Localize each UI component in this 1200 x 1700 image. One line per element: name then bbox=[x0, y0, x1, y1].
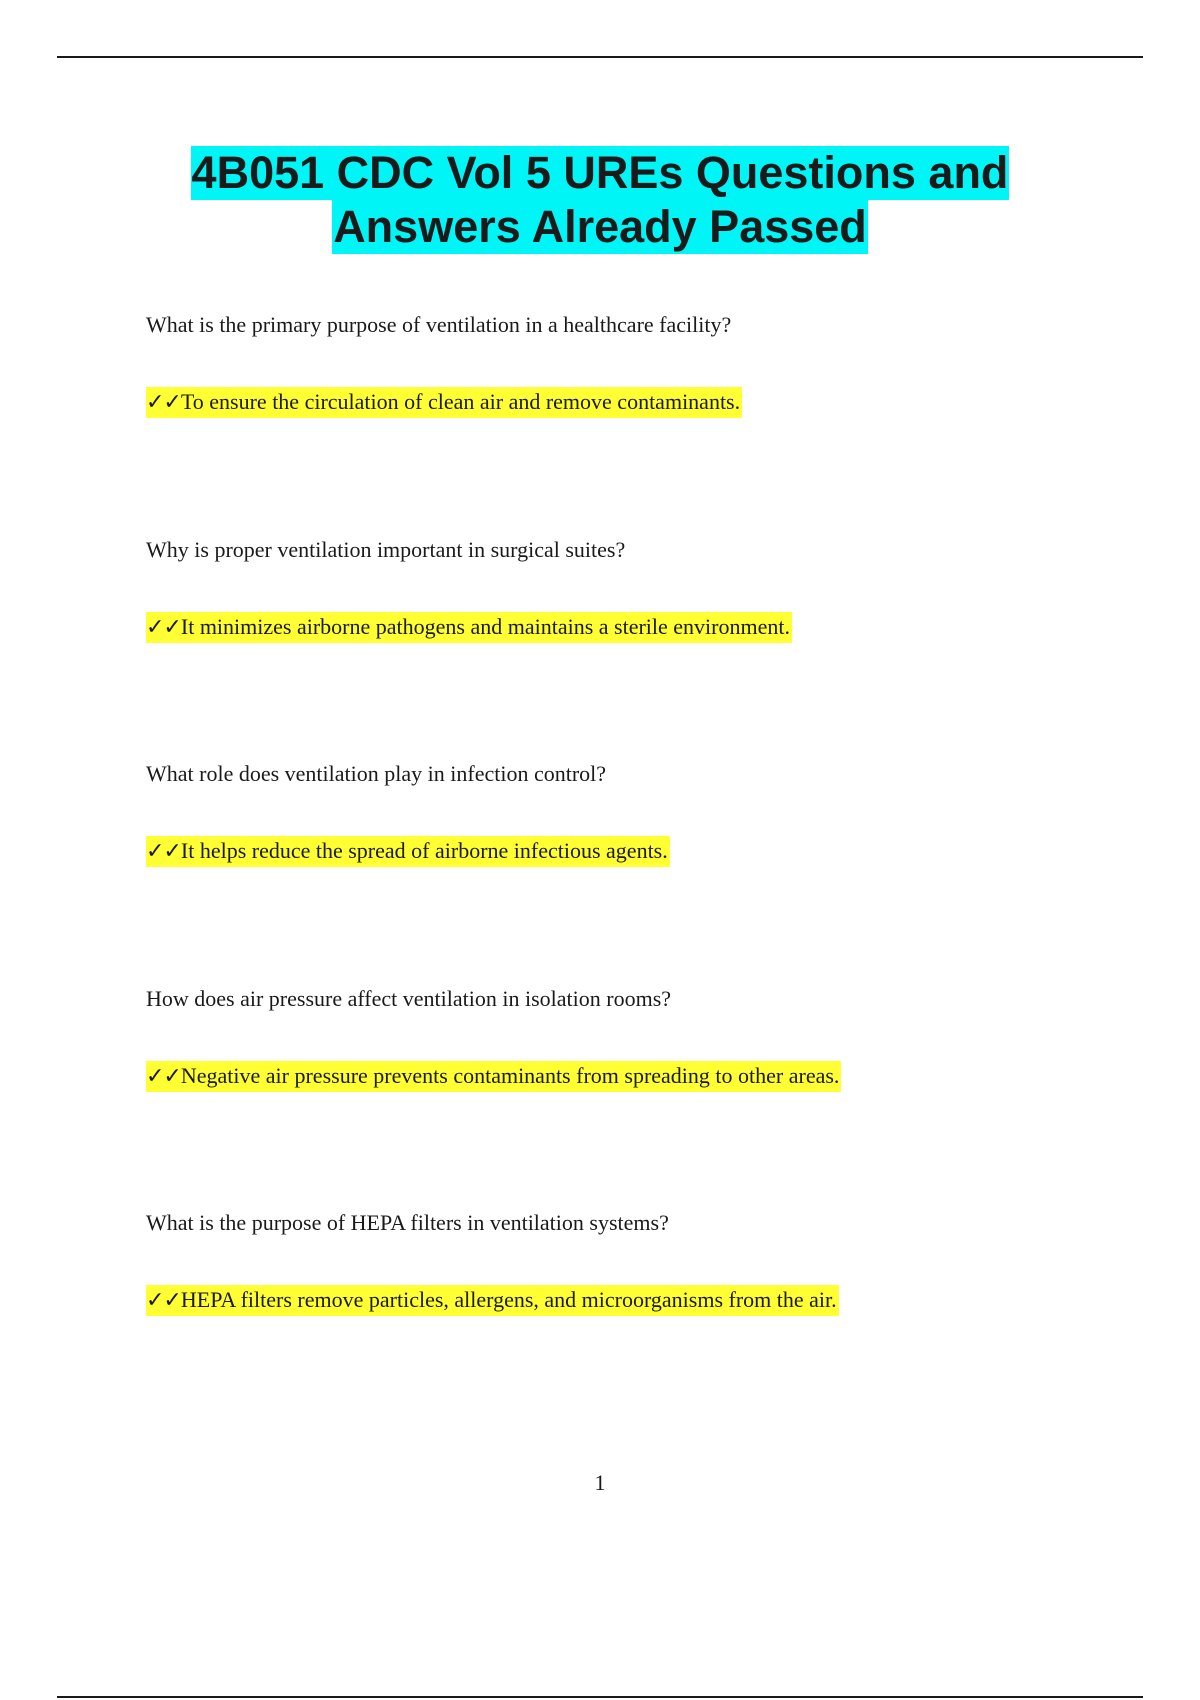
check-mark-icon: ✓✓ bbox=[146, 390, 181, 415]
check-mark-icon: ✓✓ bbox=[146, 1288, 181, 1313]
answer-text-4: Negative air pressure prevents contaminants from spreading to other areas. bbox=[180, 1063, 840, 1088]
answer-5 bbox=[146, 1285, 839, 1316]
question-3: What role does ventilation play in infection control? bbox=[146, 761, 607, 786]
check-mark-icon: ✓✓ bbox=[146, 615, 181, 640]
check-mark-icon: ✓✓ bbox=[146, 1064, 181, 1089]
answer-4 bbox=[146, 1061, 841, 1092]
answer-text-5: HEPA filters remove particles, allergens, and microorganisms from the air. bbox=[180, 1287, 837, 1312]
top-rule bbox=[57, 56, 1143, 58]
question-2: Why is proper ventilation important in surgical suites? bbox=[146, 537, 626, 562]
check-mark-icon: ✓✓ bbox=[146, 839, 181, 864]
title-line-1: 4B051 CDC Vol 5 UREs Questions and bbox=[191, 147, 1009, 198]
document-title bbox=[0, 146, 1200, 254]
answer-3 bbox=[146, 836, 670, 867]
title-line-2: Answers Already Passed bbox=[333, 201, 867, 252]
answer-text-2: It minimizes airborne pathogens and maintains a sterile environment. bbox=[180, 614, 790, 639]
question-4: How does air pressure affect ventilation in isolation rooms? bbox=[146, 986, 672, 1011]
question-1: What is the primary purpose of ventilation in a healthcare facility? bbox=[146, 312, 732, 337]
answer-text-3: It helps reduce the spread of airborne infectious agents. bbox=[180, 838, 668, 863]
bottom-rule bbox=[57, 1696, 1143, 1698]
page-number: 1 bbox=[594, 1470, 606, 1495]
answer-text-1: To ensure the circulation of clean air and remove contaminants. bbox=[180, 389, 741, 414]
answer-2 bbox=[146, 612, 792, 643]
question-5: What is the purpose of HEPA filters in ventilation systems? bbox=[146, 1210, 669, 1235]
answer-1 bbox=[146, 387, 742, 418]
